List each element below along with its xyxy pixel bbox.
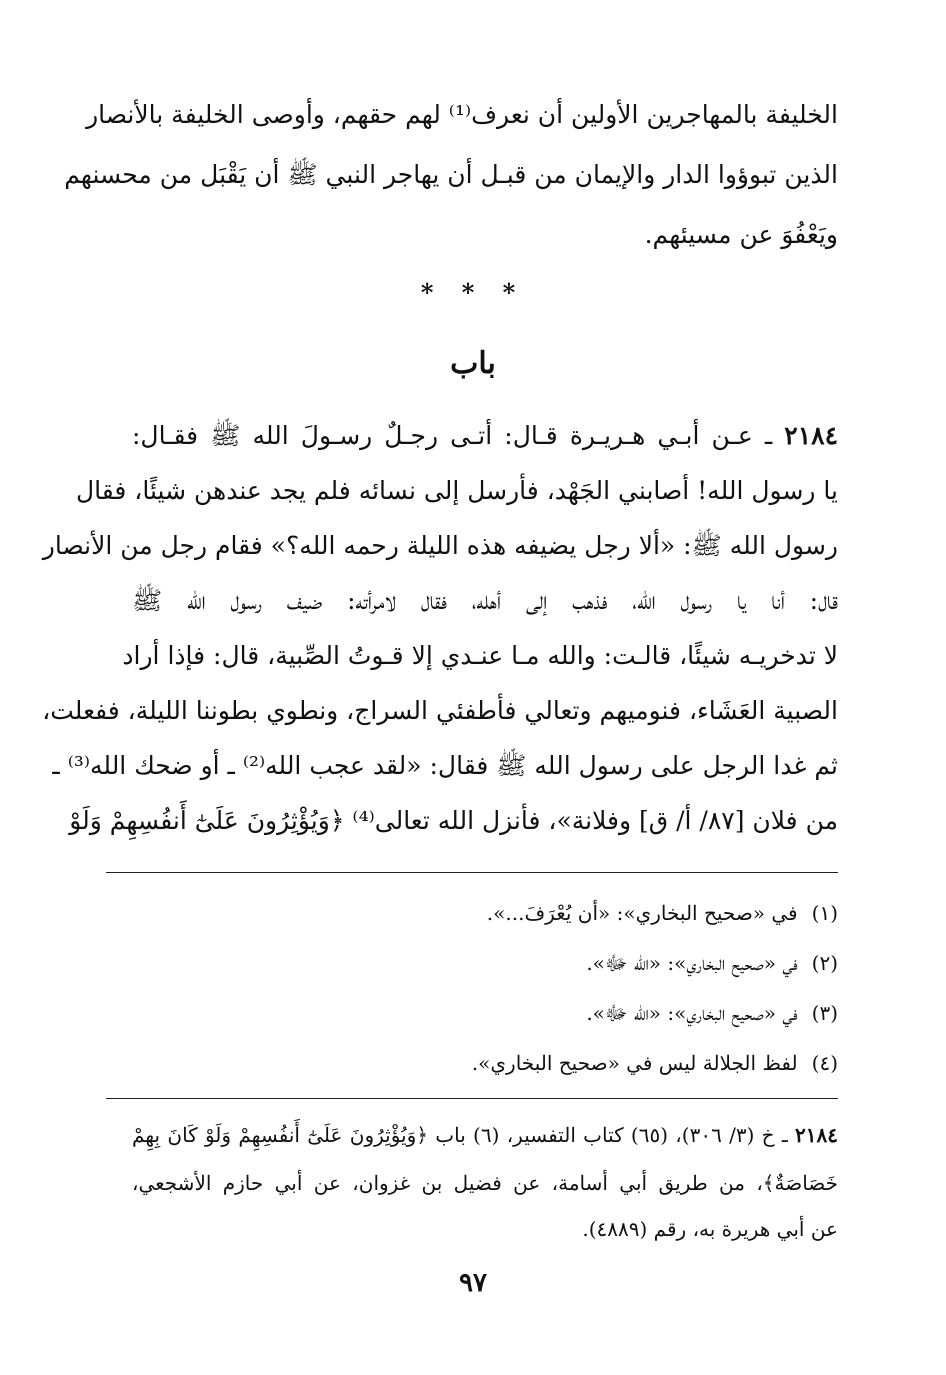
section-heading: باب xyxy=(450,346,496,381)
source-number: ٢١٨٤ xyxy=(795,1123,839,1147)
source-line-1 xyxy=(132,1118,838,1152)
hadith-line-4: قال: أنا يا رسول الله، فذهب إلى أهله، فقال لامرأته: ضيف رسول الله ﷺ xyxy=(132,586,838,615)
hadith-line-5: لا تدخريـه شيئًا، قالـت: والله مـا عنـدي إلا قـوتُ الصِّبية، قال: فإذا أراد xyxy=(122,641,838,670)
hadith-line-2: يا رسول الله! أصابني الجَهْد، فأرسل إلى نسائه فلم يجد عندهن شيئًا، فقال xyxy=(75,476,838,505)
footnote-divider xyxy=(106,872,838,873)
body-line-1: الخليفة بالمهاجرين الأولين أن نعرف⁽¹⁾ لهم حقهم، وأوصى الخليفة بالأنصار xyxy=(86,100,838,129)
hadith-number: ٢١٨٤ xyxy=(784,421,838,450)
source-line-3: عن أبي هريرة به، رقم (٤٨٨٩). xyxy=(582,1217,838,1241)
section-separator: * * * xyxy=(420,278,526,307)
source-line-1-text: ـ خ (٣/ ٣٠٦)، (٦٥) كتاب التفسير، (٦) باب ﴿وَيُؤْثِرُونَ عَلَىٰٓ أَنفُسِهِمْ وَلَوْ كَانَ بِهِمْ xyxy=(132,1123,788,1147)
footnote-mark: (٢) xyxy=(811,951,838,975)
footnote-mark: (٣) xyxy=(811,1001,838,1025)
hadith-line-3: رسول الله ﷺ: «ألا رجل يضيفه هذه الليلة رحمه الله؟» فقام رجل من الأنصار xyxy=(42,531,838,560)
page-number: ٩٧ xyxy=(459,1268,487,1298)
footnote-text: لفظ الجلالة ليس في «صحيح البخاري». xyxy=(471,1051,798,1075)
hadith-line-8: من فلان [٨٧/ أ/ ق] وفلانة»، فأنزل الله تعالى⁽⁴⁾ ﴿وَيُؤْثِرُونَ عَلَىٰٓ أَنفُسِهِمْ وَلَوْ xyxy=(69,806,838,835)
footnote-1 xyxy=(132,896,838,930)
footnote-text: في «صحيح البخاري»: «الله ﷻ». xyxy=(586,951,798,975)
hadith-line-6: الصبية العَشَاء، فنوميهم وتعالي فأطفئي السراج، ونطوي بطوننا الليلة، ففعلت، xyxy=(42,696,838,725)
footnote-2 xyxy=(132,946,838,980)
footnote-text: في «صحيح البخاري»: «الله ﷻ». xyxy=(586,1001,798,1025)
footnote-text: في «صحيح البخاري»: «أن يُعْرَفَ...». xyxy=(486,901,798,925)
hadith-line-7: ثم غدا الرجل على رسول الله ﷺ فقال: «لقد عجب الله⁽²⁾ ـ أو ضحك الله⁽³⁾ ـ xyxy=(52,751,838,780)
source-line-2: خَصَاصَةٌ﴾، من طريق أبي أسامة، عن فضيل بن غزوان، عن أبي حازم الأشجعي، xyxy=(132,1171,838,1195)
body-line-3: ويَعْفُوَ عن مسيئهم. xyxy=(644,220,838,249)
hadith-first-line xyxy=(132,416,838,456)
source-divider xyxy=(106,1098,838,1099)
footnote-4 xyxy=(132,1046,838,1080)
hadith-first-line-text: ـ عـن أبـي هـريـرة قـال: أتـى رجـلٌ رسـولَ الله ﷺ فقـال: xyxy=(132,421,773,450)
footnote-mark: (١) xyxy=(811,901,838,925)
body-line-2: الذين تبوؤوا الدار والإيمان من قبـل أن يهاجر النبي ﷺ أن يَقْبَل من محسنهم xyxy=(64,160,838,189)
footnote-mark: (٤) xyxy=(811,1051,838,1075)
footnote-3 xyxy=(132,996,838,1030)
